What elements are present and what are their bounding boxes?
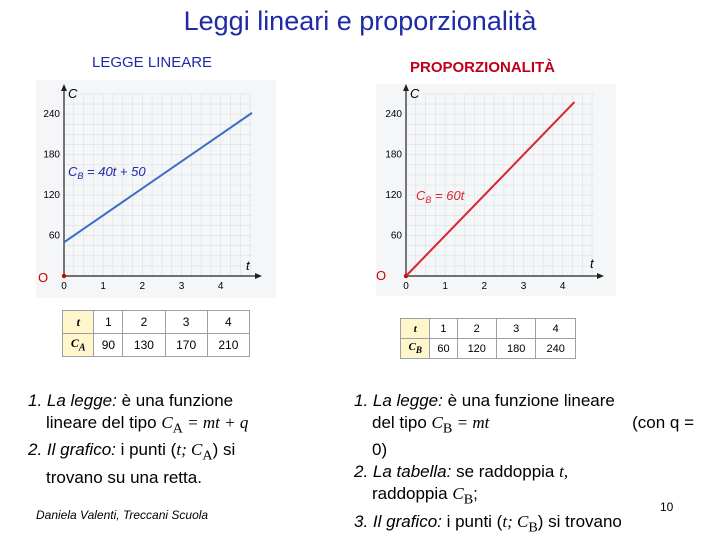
- linear-law-chart: [36, 80, 276, 298]
- equation-rest: = 60t: [431, 188, 465, 203]
- table-cell: 120: [457, 339, 496, 359]
- table-cell: 3: [496, 319, 535, 339]
- x-tick-label: 1: [442, 281, 448, 292]
- formula-subscript: B: [442, 420, 453, 437]
- y-tick-label: 240: [43, 109, 60, 121]
- note-text: i punti (: [115, 440, 177, 460]
- y-tick-label: 60: [390, 230, 402, 242]
- note-text: [372, 412, 489, 439]
- table-cell: 2: [457, 319, 496, 339]
- slide-title: Leggi lineari e proporzionalità: [183, 6, 537, 36]
- table-row: [401, 319, 576, 339]
- x-tick-label: 3: [178, 281, 185, 292]
- note-item: [354, 461, 714, 483]
- proportionality-notes: [354, 390, 714, 538]
- note-text: lineare del tipo: [46, 413, 162, 432]
- table-cell: 1: [94, 311, 123, 334]
- formula-subscript: B: [463, 491, 474, 508]
- table-cell: 4: [536, 319, 576, 339]
- table-cell: 1: [430, 319, 457, 339]
- note-formula: C: [452, 484, 464, 504]
- x-tick-label: 0: [61, 281, 67, 292]
- y-tick-label: 60: [48, 230, 60, 242]
- table-cell: 210: [207, 334, 249, 357]
- y-tick-label: 240: [385, 109, 402, 121]
- linear-law-notes: [28, 390, 328, 489]
- note-item: [354, 511, 714, 538]
- proportionality-chart: [376, 84, 616, 296]
- equation-rest: = 40t + 50: [83, 164, 146, 179]
- formula-symbol: C: [431, 413, 443, 432]
- table-row: [63, 334, 250, 357]
- chart-background: [376, 84, 616, 296]
- note-text: ) si trovano: [537, 511, 622, 531]
- header-symbol: C: [70, 336, 79, 351]
- page-number: 10: [660, 500, 674, 514]
- equation-subscript: B: [77, 171, 84, 181]
- origin-label: O: [38, 270, 49, 285]
- equation-symbol: C: [68, 164, 78, 179]
- table-cell: 4: [207, 311, 249, 334]
- table-cell: 2: [123, 311, 165, 334]
- y-tick-label: 180: [43, 149, 60, 161]
- x-tick-label: 3: [520, 281, 527, 292]
- table-header-t: t: [401, 319, 430, 339]
- formula-subscript: A: [202, 447, 213, 464]
- note-text: è una funzione lineare: [442, 391, 615, 410]
- x-tick-label: 4: [217, 281, 224, 292]
- note-item: 0): [372, 440, 388, 460]
- note-formula: t,: [559, 462, 569, 482]
- table-row: [401, 339, 576, 359]
- table-cell: 90: [94, 334, 123, 357]
- y-tick-label: 120: [43, 190, 60, 202]
- table-cell: 3: [165, 311, 207, 334]
- x-axis-label: t: [246, 258, 250, 273]
- left-heading: LEGGE LINEARE: [92, 54, 213, 71]
- header-subscript: A: [78, 342, 86, 354]
- table-cell: 130: [123, 334, 165, 357]
- values-table-a: [62, 310, 250, 357]
- y-tick-label: 180: [385, 149, 402, 161]
- table-row: [63, 311, 250, 334]
- formula-rest: = mt: [452, 413, 490, 432]
- note-item: [354, 412, 694, 439]
- note-formula: t; C: [502, 511, 529, 531]
- x-tick-label: 2: [481, 281, 488, 292]
- table-header-ca: [63, 334, 94, 357]
- header-subscript: B: [415, 345, 422, 356]
- note-text: del tipo: [372, 413, 432, 432]
- note-prefix: 1. La legge:: [28, 391, 117, 410]
- table-cell: 170: [165, 334, 207, 357]
- note-prefix: 2. Il grafico:: [28, 440, 116, 460]
- formula-rest: = mt + q: [182, 413, 249, 432]
- note-prefix: 2. La tabella:: [354, 462, 452, 482]
- note-text: se raddoppia: [451, 462, 560, 482]
- formula-subscript: A: [172, 420, 183, 437]
- note-item: [28, 390, 328, 412]
- note-item: [28, 439, 328, 466]
- equation-symbol: C: [416, 188, 426, 203]
- y-axis-label: C: [410, 86, 420, 101]
- right-heading: PROPORZIONALITÀ: [410, 59, 555, 76]
- formula-symbol: C: [161, 413, 173, 432]
- note-text: ;: [473, 484, 478, 504]
- table-cell: 240: [536, 339, 576, 359]
- table-header-cb: [401, 339, 430, 359]
- note-prefix: 1. La legge:: [354, 391, 443, 410]
- note-formula: [161, 413, 249, 437]
- table-cell: 60: [430, 339, 457, 359]
- x-axis-label: t: [590, 256, 594, 271]
- x-tick-label: 0: [403, 281, 409, 292]
- note-item: [28, 412, 328, 439]
- note-formula: [431, 413, 490, 437]
- x-tick-label: 1: [100, 281, 106, 292]
- table-cell: 180: [496, 339, 535, 359]
- y-axis-label: C: [68, 86, 78, 101]
- note-item: trovano su una retta.: [46, 467, 202, 487]
- x-tick-label: 4: [559, 281, 566, 292]
- note-prefix: 3. Il grafico:: [354, 511, 442, 531]
- formula-subscript: B: [528, 519, 538, 536]
- table-header-t: t: [63, 311, 94, 334]
- equation-subscript: B: [425, 195, 432, 205]
- note-text: è una funzione: [116, 391, 234, 410]
- note-text: ) si: [212, 440, 236, 460]
- x-tick-label: 2: [139, 281, 146, 292]
- origin-point: [62, 274, 66, 278]
- note-item: [354, 390, 714, 412]
- note-formula: t; C: [176, 440, 203, 460]
- author-credit: Daniela Valenti, Treccani Scuola: [36, 508, 209, 522]
- origin-label: O: [376, 268, 387, 283]
- equation-label: [416, 188, 466, 205]
- values-table-b: [400, 318, 576, 359]
- header-symbol: C: [408, 341, 416, 354]
- note-text: raddoppia: [372, 484, 453, 504]
- note-text: (con q =: [632, 413, 694, 432]
- y-tick-label: 120: [385, 190, 402, 202]
- note-text: i punti (: [441, 511, 503, 531]
